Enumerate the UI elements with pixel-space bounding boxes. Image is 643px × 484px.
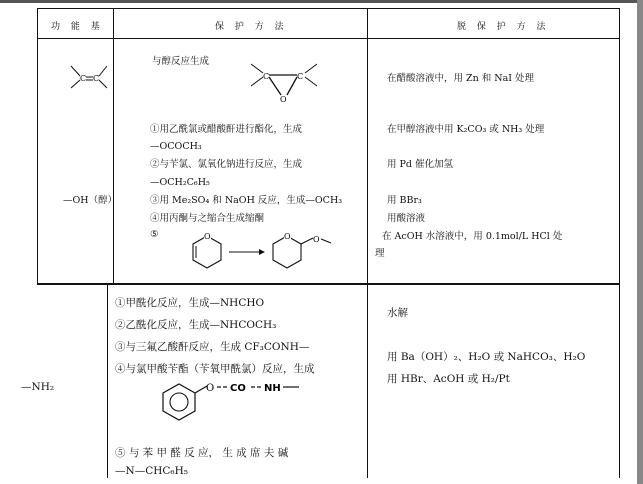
cbz-nh-label: NH — [264, 383, 281, 394]
alcohol-method-2: ②与苄氯、氯氧化钠进行反应，生成 — [150, 159, 303, 170]
amine-method-1: ①甲酰化反应，生成—NHCHO — [115, 297, 265, 309]
table-left-line — [37, 8, 38, 283]
alcohol-method-3: ③用 Me₂SO₄ 和 NaOH 反应，生成—OCH₃ — [150, 195, 343, 206]
svg-text:C: C — [80, 74, 87, 83]
amine-method-5: ⑤ 与 苯 甲 醛 反 应， 生 成 席 夫 碱 — [115, 447, 289, 459]
alcohol-deprotect-5: 在 AcOH 水溶液中，用 0.1mol/L HCl 处 — [382, 231, 563, 242]
window-scrollbar[interactable] — [637, 0, 643, 484]
amine-deprotect-1: 水解 — [387, 307, 408, 319]
amine-method-2: ②乙酰化反应，生成—NHCOCH₃ — [115, 319, 277, 331]
alcohol-deprotect-4: 用酸溶液 — [387, 213, 426, 224]
alkene-protect-text: 与醇反应生成 — [152, 56, 210, 67]
svg-text:O: O — [284, 232, 291, 241]
svg-text:O: O — [206, 383, 215, 394]
alcohol-method-5: ⑤ — [150, 229, 159, 240]
table-right-line — [619, 8, 620, 478]
col1-divider-lower — [107, 285, 108, 478]
epoxide-structure — [249, 60, 321, 102]
cbz-co-label: CO — [230, 383, 246, 394]
amine-method-5-product: —N—CHC₆H₅ — [115, 465, 188, 477]
header-group: 功 能 基 — [51, 22, 104, 32]
amine-method-4: ④与氯甲酸苄酯（苄氧甲酰氯）反应，生成 — [115, 363, 315, 375]
alcohol-group-label: —OH（醇） — [63, 195, 118, 206]
header-protect: 保 护 方 法 — [215, 22, 288, 32]
amine-method-3: ③与三氟乙酸酐反应，生成 CF₃CONH— — [115, 341, 310, 353]
amine-deprotect-3: 用 HBr、AcOH 或 H₂/Pt — [387, 373, 510, 385]
amine-group-label: —NH₂ — [21, 381, 55, 393]
svg-text:O: O — [313, 235, 320, 244]
row-separator — [37, 283, 620, 285]
dihydropyran-reaction-structure — [185, 232, 335, 280]
alcohol-deprotect-1: 在甲醇溶液中用 K₂CO₃ 或 NH₃ 处理 — [387, 124, 545, 135]
window-top-border — [0, 0, 643, 3]
svg-text:O: O — [204, 232, 211, 241]
alcohol-deprotect-3: 用 BBr₃ — [387, 195, 422, 206]
cbz-structure — [157, 378, 337, 434]
alkene-deprotect-text: 在醋酸溶液中，用 Zn 和 NaI 处理 — [387, 73, 535, 84]
header-separator — [37, 38, 620, 39]
header-deprotect: 脱 保 护 方 法 — [457, 22, 550, 32]
protection-table — [21, 8, 620, 478]
alcohol-deprotect-2: 用 Pd 催化加氢 — [387, 159, 454, 170]
svg-text:C: C — [263, 72, 270, 81]
alcohol-method-1-product: —OCOCH₃ — [150, 141, 202, 152]
alcohol-method-4: ④用丙酮与之缩合生成缩酮 — [150, 213, 265, 224]
svg-text:O: O — [280, 95, 287, 104]
amine-deprotect-2: 用 Ba（OH）₂、H₂O 或 NaHCO₃、H₂O — [387, 351, 586, 363]
table-top-line — [37, 8, 620, 9]
alcohol-method-2-product: —OCH₂C₆H₅ — [150, 177, 210, 188]
col2-divider — [367, 8, 368, 478]
alkene-structure — [69, 64, 109, 94]
alcohol-deprotect-5-cont: 理 — [375, 248, 385, 259]
alcohol-method-1: ①用乙酰氯或醋酸酐进行酯化，生成 — [150, 124, 303, 135]
col1-divider-upper — [113, 8, 114, 283]
svg-text:C: C — [297, 72, 304, 81]
svg-text:C: C — [93, 74, 100, 83]
